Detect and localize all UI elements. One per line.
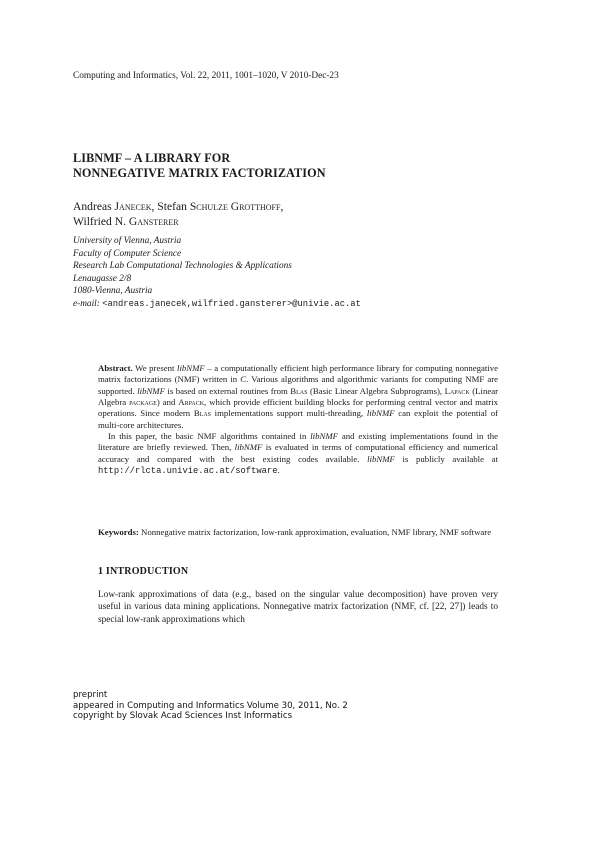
- author-separator: , Stefan: [151, 200, 190, 213]
- library-name: Lapack: [444, 385, 470, 396]
- author-surname: Schulze Grotthoff: [189, 200, 281, 213]
- preprint-note: [73, 690, 348, 722]
- library-name: Blas: [193, 408, 211, 419]
- footer-line: preprint: [73, 690, 108, 700]
- keywords: [98, 527, 498, 538]
- authors-line-2: [73, 214, 283, 229]
- library-name: Arpack: [178, 397, 205, 408]
- abstract-paragraph-1: Abstract. We present libNMF – a computationally efficient high performance library for computing nonnegative matrix factorizations (NMF) written in C. Various algorithms and algorithmic variants for computing NMF are supported. libNMF is based on external routines from Blas (Basic Linear Algebra Subprograms), Lapack (Linear Algebra package) and Arpack, which provide efficient building blocks for performing central vector and matrix operations. Since modern Blas implementations support multi-threading, libNMF can exploit the potential of multi-core architectures.: [98, 363, 498, 430]
- affiliation-line: University of Vienna, Austria: [73, 236, 182, 246]
- abstract: [98, 363, 498, 477]
- title-line-1: LIBNMF – A LIBRARY FOR: [73, 151, 231, 165]
- email-line: [73, 298, 361, 311]
- keywords-text: Nonnegative matrix factorization, low-rank approximation, evaluation, NMF library, NMF software: [138, 527, 492, 537]
- keywords-label: Keywords:: [98, 527, 139, 537]
- affiliation-line: Faculty of Computer Science: [73, 248, 182, 259]
- footer-line: copyright by Slovak Acad Sciences Inst Informatics: [73, 711, 293, 722]
- email-address[interactable]: <andreas.janecek,wilfried.gansterer>@univie.ac.at: [102, 298, 361, 309]
- title-line-2: NONNEGATIVE MATRIX FACTORIZATION: [73, 166, 326, 180]
- introduction-text: [98, 589, 498, 626]
- email-label: e-mail:: [73, 298, 100, 309]
- affiliation-line: 1080-Vienna, Austria: [73, 286, 153, 297]
- running-head: Computing and Informatics, Vol. 22, 2011, 1001–1020, V 2010-Dec-23: [73, 71, 339, 81]
- affiliation-line: Lenaugasse 2/8: [73, 273, 132, 284]
- software-name: libNMF: [366, 408, 395, 419]
- author-first: Andreas: [73, 200, 115, 213]
- author-separator: ,: [280, 200, 284, 213]
- abstract-label: Abstract.: [98, 363, 133, 373]
- library-name: Blas: [290, 385, 308, 396]
- software-name: libNMF: [367, 453, 395, 464]
- footer-line: appeared in Computing and Informatics Volume 30, 2011, No. 2: [73, 700, 348, 711]
- abstract-paragraph-2: In this paper, the basic NMF algorithms contained in libNMF and existing implementations found in the literature are briefly reviewed. Then, libNMF is evaluated in terms of computational efficiency and numerical accuracy and compared with the best existing codes available. libNMF is publicly available at http://rlcta.univie.ac.at/software.: [98, 431, 499, 477]
- language-name: C: [240, 374, 247, 385]
- software-url[interactable]: http://rlcta.univie.ac.at/software: [98, 466, 278, 477]
- section-heading: 1 INTRODUCTION: [98, 566, 189, 577]
- software-name: libNMF: [177, 363, 205, 373]
- library-name: package: [129, 397, 157, 408]
- author-surname: Gansterer: [128, 215, 179, 228]
- author-list: [73, 199, 283, 229]
- intro-paragraph: Low-rank approximations of data (e.g., based on the singular value decomposition) have proven very useful in various data mining applications. Nonnegative matrix factorization (NMF, cf. [22, 27]) leads to special low-rank approximations which: [98, 590, 498, 625]
- author-first: Wilfried N.: [73, 215, 129, 228]
- software-name: libNMF: [234, 442, 263, 453]
- paper-title: [73, 151, 326, 181]
- authors-line-1: [73, 199, 283, 214]
- author-surname: Janecek: [114, 200, 152, 213]
- affiliation-line: Research Lab Computational Technologies & Applications: [73, 261, 292, 272]
- software-name: libNMF: [310, 431, 338, 442]
- affiliation-block: [73, 235, 361, 311]
- software-name: libNMF: [137, 385, 165, 396]
